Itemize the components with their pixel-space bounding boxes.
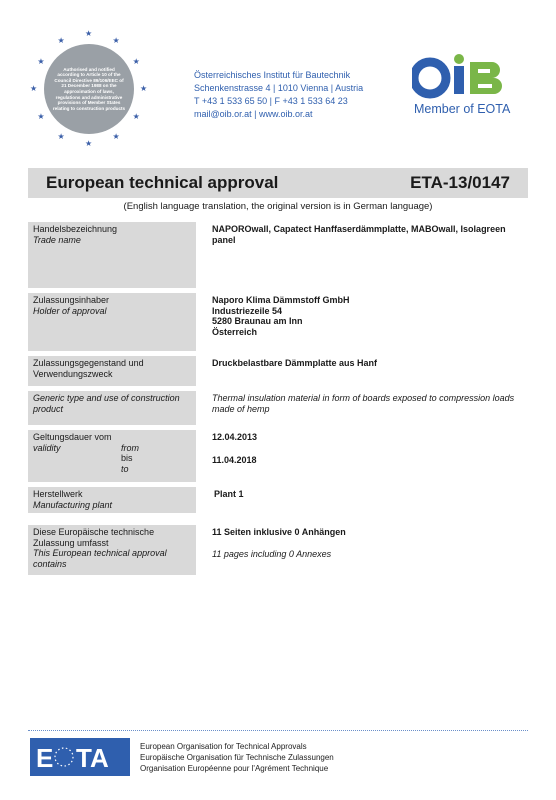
document-title: European technical approval <box>46 173 279 192</box>
holder-city: 5280 Braunau am Inn <box>212 316 303 326</box>
validity-to-date: 11.04.2018 <box>212 455 257 465</box>
label-de: Diese Europäische technische Zulassung umfasst <box>33 527 155 548</box>
label-de: Zulassungsinhaber <box>33 295 110 305</box>
generic-value: Thermal insulation material in form of boards exposed to compression loads made of hemp <box>212 393 515 414</box>
label-en: Holder of approval <box>33 305 107 316</box>
contains-value-de: 11 Seiten inklusive 0 Anhängen <box>212 527 346 537</box>
trade-name-value: NAPOROwall, Capatect Hanffaserdämmplatte, MABOwall, Isolagreen panel <box>212 224 506 245</box>
eota-name-fr: Organisation Européenne pour l'Agrément Technique <box>140 764 329 773</box>
row-trade-name <box>28 222 528 288</box>
label-trade-name <box>28 222 196 288</box>
star-icon: ★ <box>37 111 45 121</box>
star-icon: ★ <box>85 29 93 38</box>
label-plant <box>28 487 196 513</box>
subject-value: Druckbelastbare Dämmplatte aus Hanf <box>212 358 378 368</box>
star-icon: ★ <box>85 139 93 148</box>
plant-value: Plant 1 <box>214 489 244 499</box>
row-plant <box>28 487 528 513</box>
footer-divider <box>28 730 528 731</box>
holder-company: Naporo Klima Dämmstoff GmbH <box>212 295 350 305</box>
translation-note: (English language translation, the original version is in German language) <box>123 201 433 212</box>
seal-text: Authorised and notified according to Article 10 of the Council Directive 89/106/EEC of 21 December 1988 on the approximation of laws, regulations and administrative provisions of Member States relating to construction products <box>52 66 126 111</box>
row-contains <box>28 525 528 575</box>
contains-value-en: 11 pages including 0 Annexes <box>212 549 332 559</box>
eota-names <box>140 741 334 774</box>
star-icon: ★ <box>30 84 38 93</box>
star-icon: ★ <box>112 36 120 46</box>
star-icon: ★ <box>132 56 140 66</box>
star-icon: ★ <box>57 36 65 46</box>
label-en: Trade name <box>33 234 81 245</box>
label-from: from <box>121 442 139 453</box>
eota-logo-letters-ta: TA <box>76 743 109 773</box>
institute-info <box>194 69 363 121</box>
label-de: Geltungsdauer vom <box>33 432 112 442</box>
eota-logo-letter-e: E <box>36 743 54 773</box>
label-to: to <box>121 463 129 474</box>
label-subject: Zulassungsgegenstand und Verwendungszweck <box>28 356 196 386</box>
label-bis: bis <box>121 453 133 463</box>
row-generic <box>28 391 528 425</box>
label-holder <box>28 293 196 351</box>
star-icon: ★ <box>132 111 140 121</box>
institute-phone: T +43 1 533 65 50 | F +43 1 533 64 23 <box>194 96 348 106</box>
institute-name: Österreichisches Institut für Bautechnik <box>194 70 351 80</box>
holder-street: Industriezeile 54 <box>212 305 283 316</box>
institute-web: mail@oib.or.at | www.oib.or.at <box>194 109 313 119</box>
star-icon: ★ <box>37 56 45 66</box>
row-subject <box>28 356 528 386</box>
member-of-eota: Member of EOTA <box>414 102 511 116</box>
label-en: validity <box>33 442 61 453</box>
label-generic: Generic type and use of construction product <box>28 391 196 425</box>
label-en: This European technical approval contains <box>33 548 167 569</box>
eu-seal <box>30 30 148 148</box>
star-icon: ★ <box>57 131 65 141</box>
eota-logo <box>30 738 130 776</box>
star-icon: ★ <box>140 84 148 93</box>
label-de: Herstellwerk <box>33 489 83 499</box>
label-en: Manufacturing plant <box>33 499 113 510</box>
label-de: Handelsbezeichnung <box>33 224 118 234</box>
eta-number: ETA-13/0147 <box>410 173 510 192</box>
label-validity <box>28 430 196 482</box>
institute-address: Schenkenstrasse 4 | 1010 Vienna | Austria <box>194 83 364 93</box>
holder-country: Österreich <box>212 326 258 337</box>
label-contains <box>28 525 196 575</box>
eota-name-en: European Organisation for Technical Approvals <box>140 742 307 751</box>
eota-name-de: Europäische Organisation für Technische Zulassungen <box>140 753 334 762</box>
holder-address <box>212 295 522 337</box>
validity-from-date: 12.04.2013 <box>212 432 258 442</box>
star-icon: ★ <box>112 131 120 141</box>
title-bar <box>28 168 528 198</box>
seal-disc <box>44 44 134 134</box>
row-holder <box>28 293 528 351</box>
row-validity <box>28 430 528 482</box>
